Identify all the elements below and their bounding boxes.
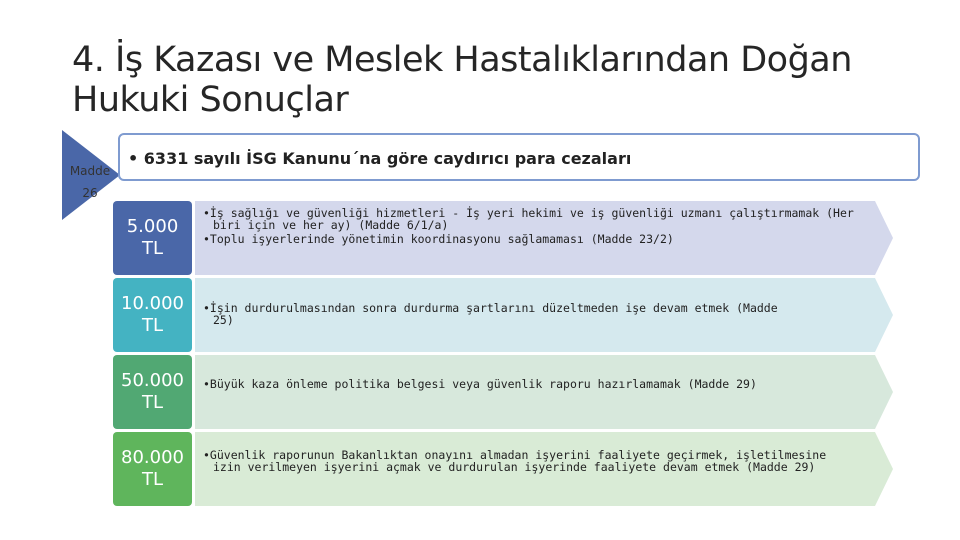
title-line-2: Hukuki Sonuçlar (72, 80, 349, 120)
slide-title (72, 40, 892, 120)
description-line: •İşin durdurulmasından sonra durdurma şartlarını düzeltmeden işe devam etmek (Madde (203, 301, 778, 315)
penalty-row (113, 278, 893, 352)
penalty-description (195, 432, 893, 506)
amount-currency: TL (141, 469, 164, 490)
penalty-row (113, 201, 893, 275)
madde-number: 26 (82, 186, 98, 200)
penalty-description (195, 278, 893, 352)
top-summary-text: • 6331 sayılı İSG Kanunu´na göre caydırıcı para cezaları (128, 149, 632, 168)
description-line: •İş sağlığı ve güvenliği hizmetleri - İş yeri hekimi ve iş güvenliği uzmanı çalıştırmamak (Her (203, 206, 854, 220)
amount-currency: TL (141, 392, 164, 413)
penalty-description (195, 355, 893, 429)
amount-value: 80.000 (121, 447, 184, 468)
title-line-1: 4. İş Kazası ve Meslek Hastalıklarından Doğan (72, 40, 852, 80)
description-line: 25) (213, 313, 234, 327)
amount-currency: TL (141, 238, 164, 259)
description-line: •Toplu işyerlerinde yönetimin koordinasyonu sağlamaması (Madde 23/2) (203, 232, 674, 246)
amount-currency: TL (141, 315, 164, 336)
penalty-description (195, 201, 893, 275)
amount-value: 10.000 (121, 293, 184, 314)
penalty-amount (113, 432, 192, 506)
top-summary-box (118, 133, 920, 181)
penalty-amount (113, 355, 192, 429)
penalty-amount (113, 201, 192, 275)
description-line: •Büyük kaza önleme politika belgesi veya güvenlik raporu hazırlamamak (Madde 29) (203, 377, 757, 391)
madde-label: Madde (69, 164, 111, 178)
penalty-amount (113, 278, 192, 352)
description-line: •Güvenlik raporunun Bakanlıktan onayını almadan işyerini faaliyete geçirmek, işletilmesine (203, 448, 827, 462)
penalty-row (113, 432, 893, 506)
amount-value: 50.000 (121, 370, 184, 391)
description-line: biri için ve her ay) (Madde 6/1/a) (213, 218, 449, 232)
description-line: izin verilmeyen işyerini açmak ve durdurulan işyerinde faaliyete devam etmek (Madde 29) (213, 460, 816, 474)
penalty-row (113, 355, 893, 429)
amount-value: 5.000 (126, 216, 179, 237)
